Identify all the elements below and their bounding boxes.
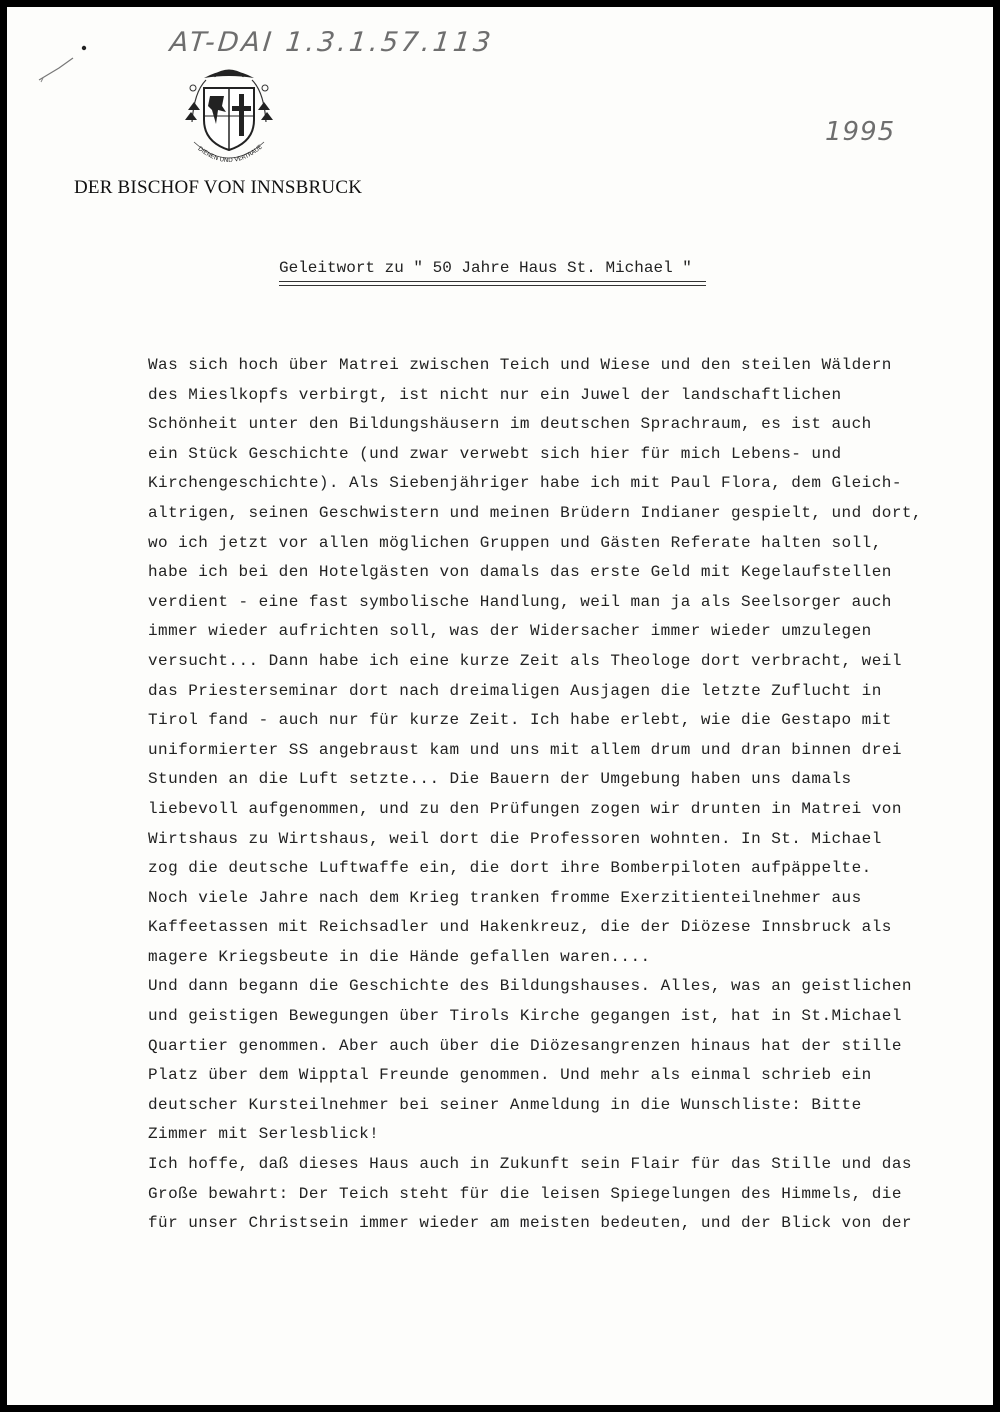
coat-of-arms-icon	[184, 62, 274, 177]
body-line: für unser Christsein immer wieder am meisten bedeuten, und der Blick von der	[148, 1214, 912, 1233]
body-line: immer wieder aufrichten soll, was der Widersacher immer wieder umzulegen	[148, 622, 872, 641]
body-line: Wirtshaus zu Wirtshaus, weil dort die Professoren wohnten. In St. Michael	[148, 829, 882, 848]
body-line: Zimmer mit Serlesblick!	[148, 1125, 380, 1144]
document-page	[7, 7, 993, 1405]
body-line: liebevoll aufgenommen, und zu den Prüfungen zogen wir drunten in Matrei von	[148, 799, 902, 818]
document-body	[148, 351, 928, 1239]
body-line: Was sich hoch über Matrei zwischen Teich und Wiese und den steilen Wäldern	[148, 356, 892, 374]
body-line: habe ich bei den Hotelgästen von damals das erste Geld mit Kegelaufstellen	[148, 563, 892, 582]
body-line: magere Kriegsbeute in die Hände gefallen waren....	[148, 947, 651, 966]
body-line: verdient - eine fast symbolische Handlung, weil man ja als Seelsorger auch	[148, 592, 892, 611]
crest-motto: DIENEN UND VERTRAUE	[196, 143, 264, 165]
body-line: Und dann begann die Geschichte des Bildungshauses. Alles, was an geistlichen	[148, 977, 912, 996]
body-line: versucht... Dann habe ich eine kurze Zeit als Theologe dort verbracht, weil	[148, 651, 902, 670]
body-line: Tirol fand - auch nur für kurze Zeit. Ich habe erlebt, wie die Gestapo mit	[148, 711, 892, 730]
body-line: Noch viele Jahre nach dem Krieg tranken fromme Exerzitienteilnehmer aus	[148, 888, 862, 907]
archive-number-annotation: AT-DAI 1.3.1.57.113	[168, 27, 496, 58]
letterhead-title: DER BISCHOF VON INNSBRUCK	[74, 177, 363, 198]
body-line: Schönheit unter den Bildungshäusern im deutschen Sprachraum, es ist auch	[148, 415, 872, 434]
body-line: ein Stück Geschichte (und zwar verwebt sich hier für mich Lebens- und	[148, 444, 842, 463]
body-line: Stunden an die Luft setzte... Die Bauern der Umgebung haben uns damals	[148, 770, 852, 789]
pencil-mark	[37, 42, 97, 92]
body-line: altrigen, seinen Geschwistern und meinen Brüdern Indianer gespielt, und dort,	[148, 503, 922, 522]
year-annotation: 1995	[825, 117, 896, 147]
body-line: deutscher Kursteilnehmer bei seiner Anmeldung in die Wunschliste: Bitte	[148, 1095, 862, 1114]
title-double-underline	[279, 281, 706, 293]
body-line: zog die deutsche Luftwaffe ein, die dort ihre Bomberpiloten aufpäppelte.	[148, 859, 872, 878]
document-title: Geleitwort zu " 50 Jahre Haus St. Michael "	[279, 259, 692, 277]
body-line: Kaffeetassen mit Reichsadler und Hakenkreuz, die der Diözese Innsbruck als	[148, 918, 892, 937]
body-line: wo ich jetzt vor allen möglichen Gruppen und Gästen Referate halten soll,	[148, 533, 882, 552]
body-line: Große bewahrt: Der Teich steht für die leisen Spiegelungen des Himmels, die	[148, 1184, 902, 1203]
body-line: des Mieslkopfs verbirgt, ist nicht nur ein Juwel der landschaftlichen	[148, 385, 842, 404]
body-line: Ich hoffe, daß dieses Haus auch in Zukunft sein Flair für das Stille und das	[148, 1155, 912, 1174]
body-line: das Priesterseminar dort nach dreimaligen Ausjagen die letzte Zuflucht in	[148, 681, 882, 700]
body-line: uniformierter SS angebraust kam und uns mit allem drum und dran binnen drei	[148, 740, 902, 759]
body-line: Quartier genommen. Aber auch über die Diözesangrenzen hinaus hat der stille	[148, 1036, 902, 1055]
body-line: Platz über dem Wipptal Freunde genommen. Und mehr als einmal schrieb ein	[148, 1066, 872, 1085]
body-line: Kirchengeschichte). Als Siebenjähriger habe ich mit Paul Flora, dem Gleich-	[148, 474, 902, 493]
body-line: und geistigen Bewegungen über Tirols Kirche gegangen ist, hat in St.Michael	[148, 1007, 902, 1026]
